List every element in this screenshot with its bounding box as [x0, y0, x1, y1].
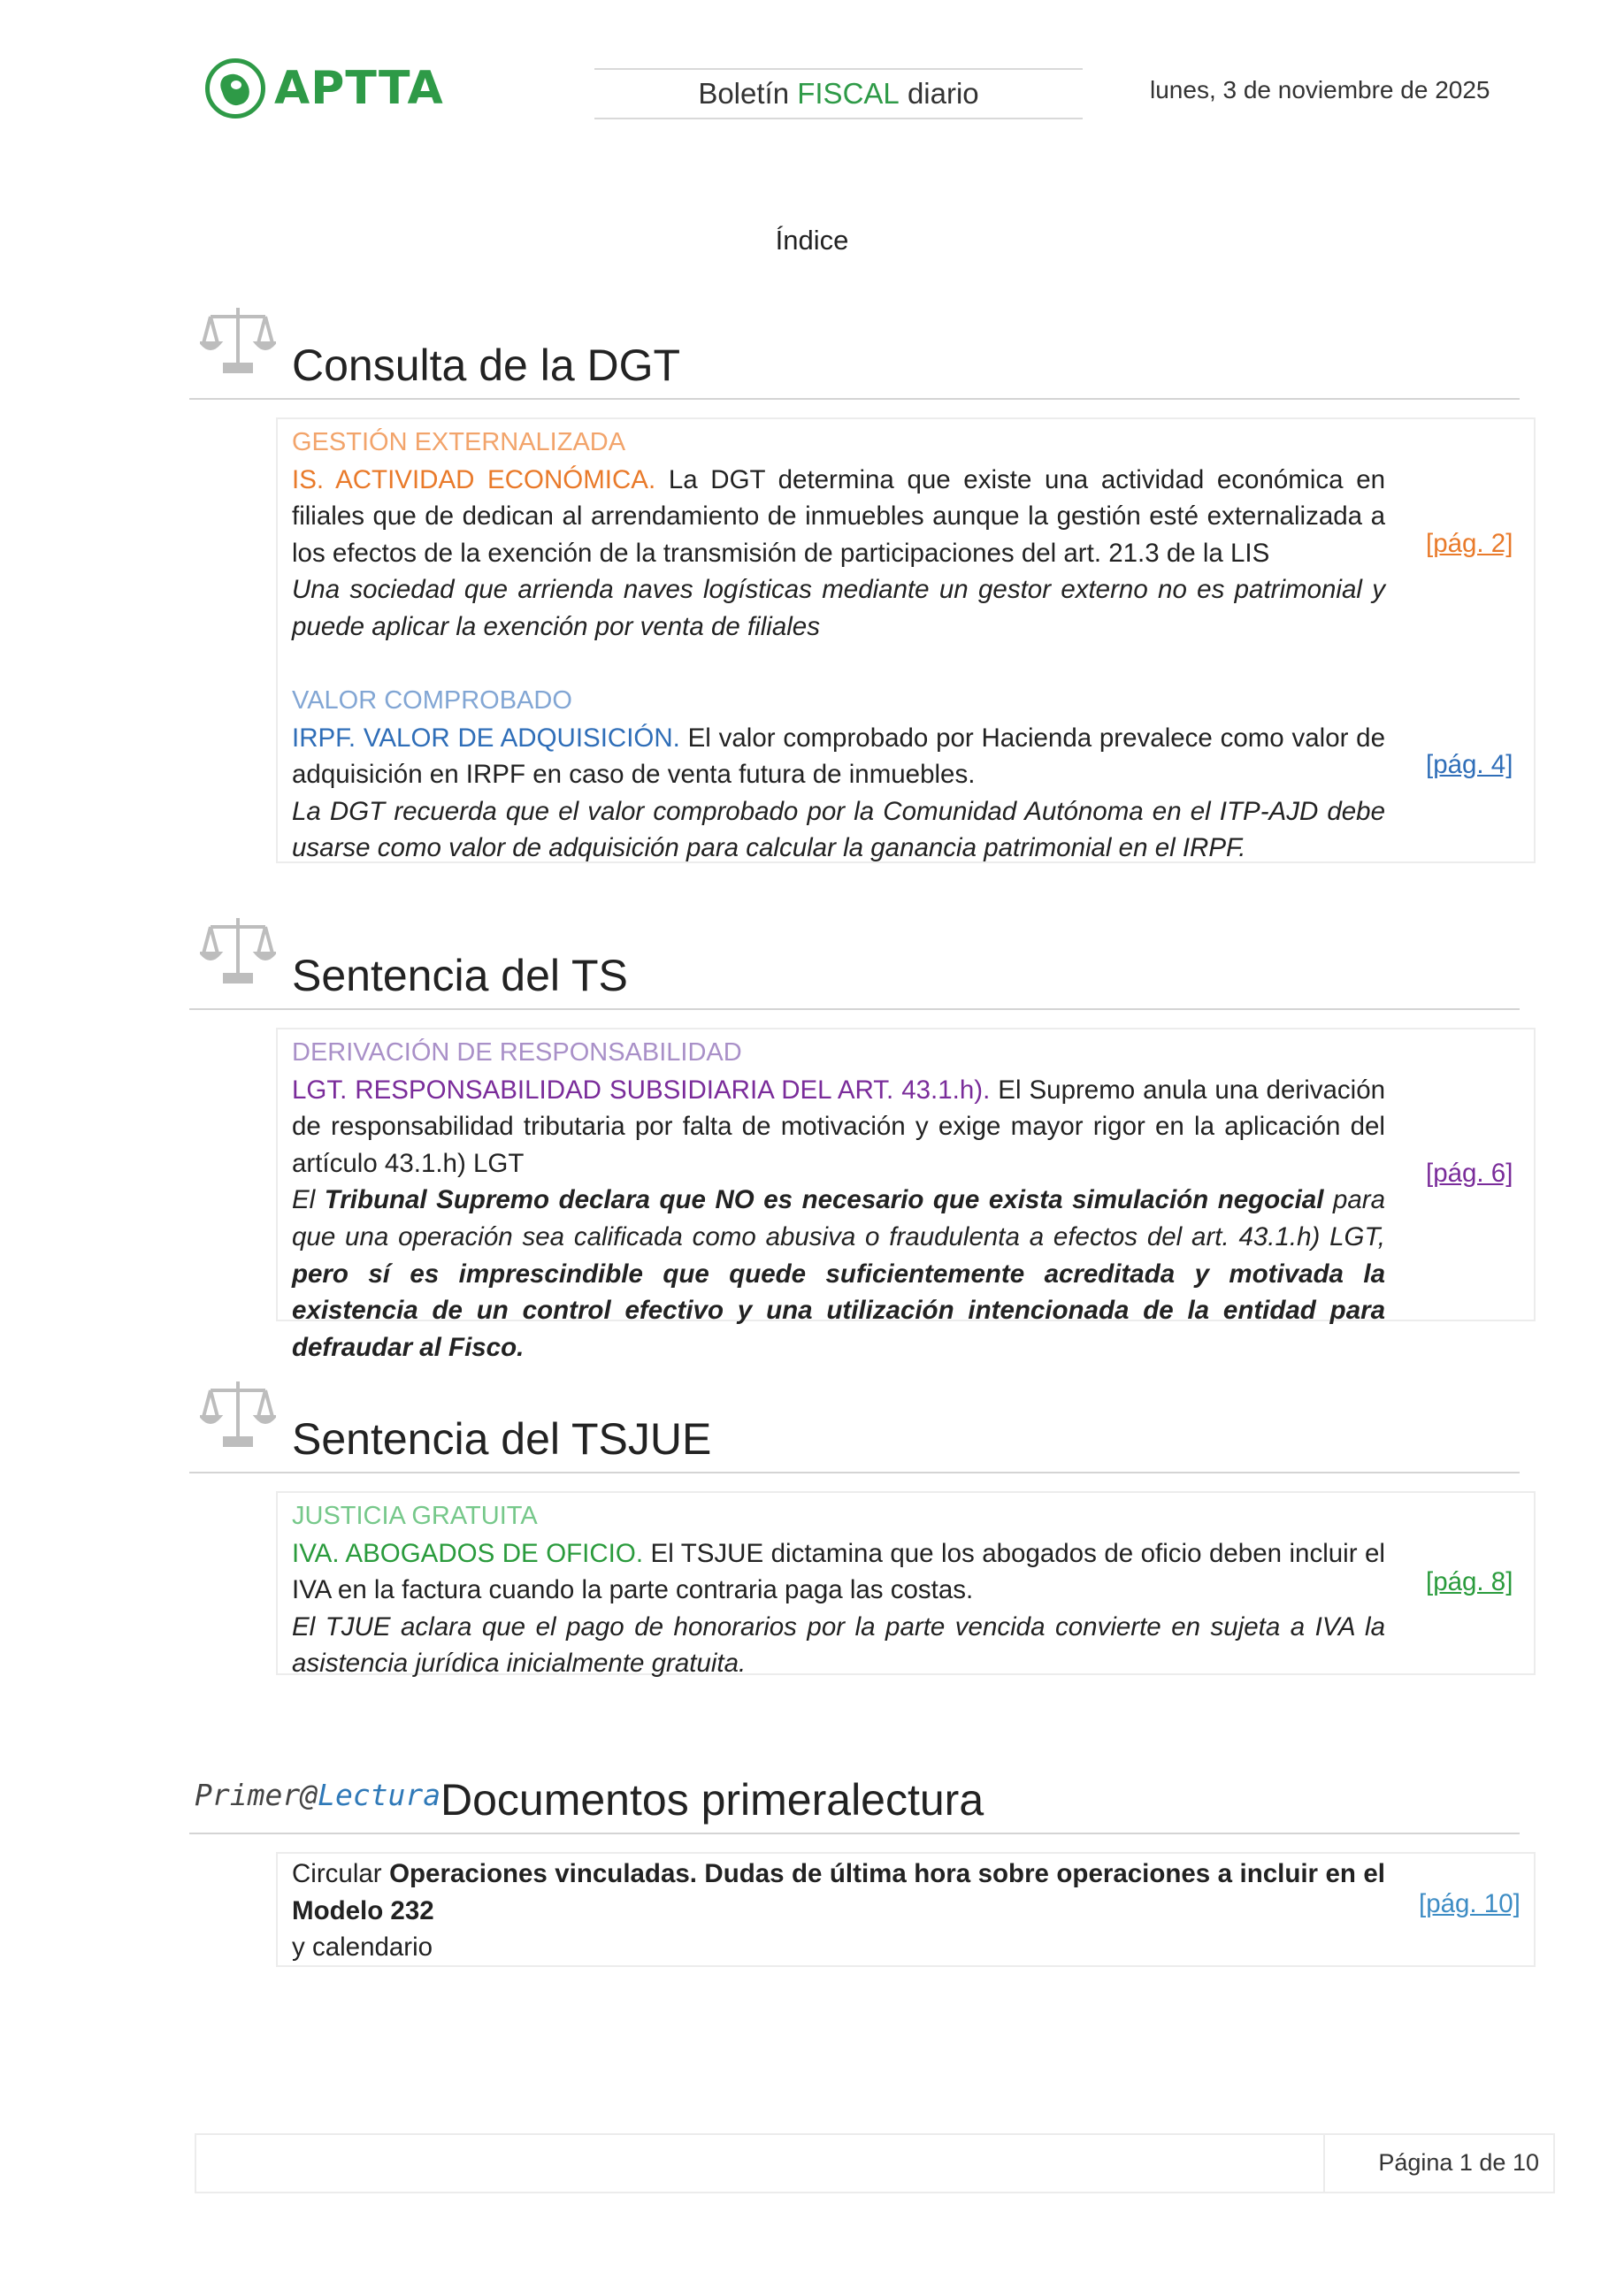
section-entries-box	[276, 1852, 1536, 1967]
entry-body: y calendario	[292, 1932, 433, 1963]
bulletin-highlight: FISCAL	[797, 77, 900, 110]
section-divider	[189, 1008, 1520, 1010]
logo-part: Primer@	[195, 1778, 318, 1812]
bulletin-prefix: Boletín	[698, 77, 790, 110]
page-footer	[195, 2133, 1555, 2193]
scales-icon	[200, 1376, 276, 1452]
scales-icon	[200, 302, 276, 379]
entry-summary: La DGT recuerda que el valor comprobado por la Comunidad Autónoma en el ITP-AJD debe usarse como valor de adquisición para calcular la ganancia patrimonial en el IRPF.	[292, 796, 1385, 863]
index-entry	[292, 1856, 1385, 1966]
section-title: Sentencia del TSJUE	[292, 1414, 712, 1464]
entry-heading: Operaciones vinculadas. Dudas de última hora sobre operaciones a incluir en el Modelo 232	[292, 1859, 1385, 1925]
section-divider	[189, 1472, 1520, 1473]
summary-part: para que una operación sea calificada como abusiva o fraudulenta a efectos del art. 43.1.h) LGT,	[292, 1185, 1386, 1251]
entry-heading: IVA. ABOGADOS DE OFICIO.	[292, 1538, 644, 1568]
section-title: Consulta de la DGT	[292, 341, 681, 390]
index-title: Índice	[775, 225, 849, 256]
section-entries-box	[276, 417, 1536, 863]
logo-text: APTTA	[274, 62, 444, 115]
entry-heading: IRPF. VALOR DE ADQUISICIÓN.	[292, 723, 680, 753]
summary-part: El	[292, 1185, 316, 1215]
aptta-logo	[205, 58, 444, 119]
section-title: Documentos primeralectura	[440, 1775, 984, 1825]
entry-summary: Una sociedad que arrienda naves logísticas mediante un gestor externo no es patrimonial y puede aplicar la exención por venta de filiales	[292, 575, 1385, 641]
summary-emphasis: Tribunal Supremo declara que NO es necesario que exista simulación negocial	[324, 1185, 1324, 1215]
section-entries-box	[276, 1028, 1536, 1362]
entry-category: VALOR COMPROBADO	[292, 686, 572, 715]
page-link[interactable]: [pág. 4]	[1426, 750, 1513, 779]
entry-body: La DGT determina que existe una actividad económica en filiales que de dedican al arrendamiento de inmuebles aunque la gestión esté externalizada a los efectos de la exención de la transmisión de participaciones del art. 21.3 de la LIS	[292, 464, 1386, 568]
page-link[interactable]: [pág. 10]	[1419, 1889, 1521, 1918]
footer-divider	[1323, 2135, 1325, 2192]
page-header	[0, 0, 1624, 168]
logo-part: Lectura	[318, 1778, 441, 1812]
bulletin-title	[594, 68, 1083, 119]
index-entry	[292, 425, 1385, 646]
section-divider	[189, 398, 1520, 400]
entry-summary	[292, 1182, 1385, 1366]
index-entry	[292, 1035, 1385, 1366]
entry-heading: IS. ACTIVIDAD ECONÓMICA.	[292, 464, 656, 494]
entry-category: JUSTICIA GRATUITA	[292, 1502, 538, 1530]
primeralectura-logo	[195, 1778, 440, 1812]
entry-body: El Supremo anula una derivación de responsabilidad tributaria por falta de motivación y exige mayor rigor en la aplicación del artículo 43.1.h) LGT	[292, 1075, 1386, 1178]
section-divider	[189, 1833, 1520, 1834]
bulletin-suffix: diario	[907, 77, 979, 110]
entry-summary: El TJUE aclara que el pago de honorarios por la parte vencida convierte en sujeta a IVA la asistencia jurídica inicialmente gratuita.	[292, 1611, 1385, 1679]
index-entry	[292, 1498, 1385, 1682]
page-link[interactable]: [pág. 8]	[1426, 1567, 1513, 1596]
page-link[interactable]: [pág. 2]	[1426, 529, 1513, 558]
entry-category: DERIVACIÓN DE RESPONSABILIDAD	[292, 1038, 742, 1067]
page-number: Página 1 de 10	[1378, 2149, 1539, 2176]
entry-heading: LGT. RESPONSABILIDAD SUBSIDIARIA DEL ART. 43.1.h).	[292, 1075, 991, 1105]
scales-icon	[200, 913, 276, 989]
entry-body: El TSJUE dictamina que los abogados de oficio deben incluir el IVA en la factura cuando la parte contraria paga las costas.	[292, 1538, 1385, 1605]
aptta-logo-icon	[205, 58, 265, 119]
entry-body: El valor comprobado por Hacienda prevalece como valor de adquisición en IRPF en caso de venta futura de inmuebles.	[292, 723, 1385, 790]
section-title: Sentencia del TS	[292, 951, 628, 1000]
summary-emphasis: pero sí es imprescindible que quede suficientemente acreditada y motivada la existencia de un control efectivo y una utilización intencionada de la entidad para defraudar al Fisco.	[292, 1259, 1385, 1362]
bulletin-date: lunes, 3 de noviembre de 2025	[1150, 76, 1490, 103]
page-link[interactable]: [pág. 6]	[1426, 1159, 1513, 1188]
index-entry	[292, 683, 1385, 867]
entry-category: GESTIÓN EXTERNALIZADA	[292, 428, 626, 456]
section-entries-box	[276, 1491, 1536, 1679]
entry-prefix: Circular	[292, 1859, 382, 1888]
